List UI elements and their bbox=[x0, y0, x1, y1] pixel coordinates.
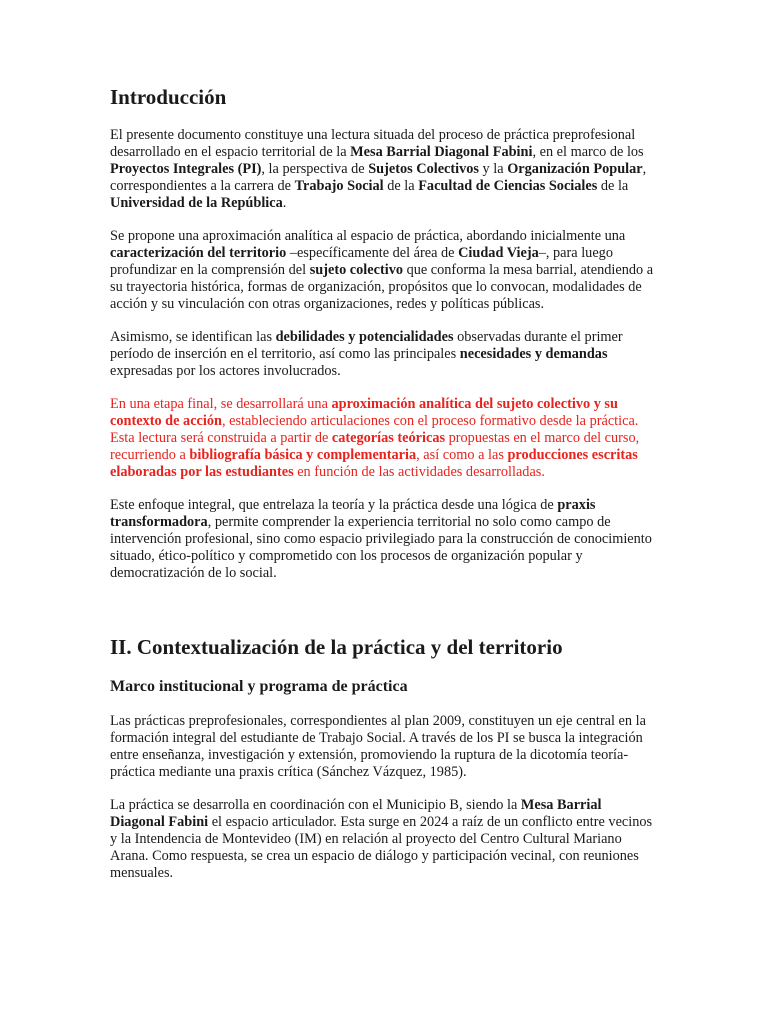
text-run: La práctica se desarrolla en coordinación con el Municipio B, siendo la bbox=[110, 796, 521, 813]
text-run: , permite comprender la experiencia territorial no solo como campo de intervención profesional, sino como espacio privilegiado para la construcción de conocimiento situado, ético-político y comprometido con los procesos de organización popular y democratización de lo social. bbox=[110, 514, 652, 581]
section-2-heading: II. Contextualización de la práctica y del territorio bbox=[110, 634, 563, 659]
text-run: Asimismo, se identifican las bbox=[110, 329, 276, 346]
text-run: Las prácticas preprofesionales, correspondientes al plan 2009, constituyen un eje central en la formación integral del estudiante de Trabajo Social. A través de los PI se busca la integración entre enseñanza, investigación y extensión, promoviendo la ruptura de la dicotomía teoría-práctica mediante una praxis crítica (Sánchez Vázquez, 1985). bbox=[110, 712, 646, 780]
intro-paragraph-3 bbox=[110, 329, 658, 380]
intro-paragraph-2 bbox=[110, 228, 658, 313]
bold-text: Proyectos Integrales (PI) bbox=[110, 160, 262, 177]
text-run: en función de las actividades desarrolladas. bbox=[293, 463, 545, 480]
text-run: –, para luego profundizar en la comprensión del bbox=[110, 244, 613, 278]
text-run: . bbox=[282, 194, 287, 211]
text-run: observadas durante el primer período de inserción en el territorio, así como las principales bbox=[110, 329, 623, 362]
bold-text: Universidad de la República bbox=[110, 194, 283, 211]
text-run: propuestas en el marco del curso, recurriendo a bbox=[110, 430, 640, 463]
text-run: , así como a las bbox=[416, 447, 508, 463]
intro-paragraph-1 bbox=[110, 127, 658, 212]
section-2-paragraph-1 bbox=[110, 713, 658, 781]
text-run: El presente documento constituye una lectura situada del proceso de práctica preprofesional desarrollado en el espacio territorial de la bbox=[110, 127, 636, 160]
text-run: expresadas por los actores involucrados. bbox=[110, 362, 341, 379]
text-run: En una etapa final, se desarrollará una bbox=[110, 396, 332, 413]
bold-text: caracterización del territorio bbox=[110, 244, 287, 261]
bold-text: Mesa Barrial Diagonal Fabini bbox=[110, 796, 602, 830]
bold-text: sujeto colectivo bbox=[309, 261, 403, 278]
text-run: Se propone una aproximación analítica al espacio de práctica, abordando inicialmente una bbox=[110, 228, 626, 245]
bold-text: necesidades y demandas bbox=[459, 345, 608, 362]
intro-paragraph-5 bbox=[110, 497, 658, 582]
bold-text: praxis transformadora bbox=[110, 497, 596, 531]
intro-heading: Introducción bbox=[110, 85, 227, 109]
bold-text: bibliografía básica y complementaria bbox=[189, 447, 417, 463]
bold-text: Mesa Barrial Diagonal Fabini bbox=[350, 143, 533, 160]
document-content bbox=[110, 84, 658, 882]
text-run: el espacio articulador. Esta surge en 2024 a raíz de un conflicto entre vecinos y la Intendencia de Montevideo (IM) en relación al proyecto del Centro Cultural Mariano Arana. Como respuesta, se crea un espacio de diálogo y participación vecinal, con reuniones mensuales. bbox=[110, 813, 653, 881]
section-2-subheading: Marco institucional y programa de práctica bbox=[110, 677, 408, 695]
text-run: , correspondientes a la carrera de bbox=[110, 160, 647, 194]
bold-text: aproximación analítica del sujeto colectivo y su contexto de acción bbox=[110, 396, 618, 430]
bold-text: Facultad de Ciencias Sociales bbox=[418, 177, 598, 194]
text-run: , en el marco de los bbox=[532, 143, 644, 160]
text-run: , estableciendo articulaciones con el proceso formativo desde la práctica. Esta lectura será construida a partir de bbox=[110, 413, 639, 447]
text-run: de la bbox=[597, 177, 629, 194]
bold-text: categorías teóricas bbox=[331, 430, 446, 447]
text-run: de la bbox=[383, 177, 419, 194]
section-2-paragraph-2 bbox=[110, 797, 658, 882]
bold-text: Organización Popular bbox=[507, 160, 643, 177]
intro-paragraph-4 bbox=[110, 396, 658, 481]
text-run: que conforma la mesa barrial, atendiendo a su trayectoria histórica, formas de organización, propósitos que lo convocan, modalidades de acción y su vinculación con otras organizaciones, redes y políticas públicas. bbox=[110, 261, 654, 312]
text-run: , la perspectiva de bbox=[261, 160, 369, 177]
bold-text: Trabajo Social bbox=[294, 177, 384, 194]
text-run: y la bbox=[478, 160, 508, 177]
bold-text: producciones escritas elaboradas por las estudiantes bbox=[110, 447, 638, 480]
text-run: –específicamente del área de bbox=[286, 244, 459, 261]
bold-text: Sujetos Colectivos bbox=[368, 160, 479, 177]
bold-text: debilidades y potencialidades bbox=[275, 329, 454, 346]
bold-text: Ciudad Vieja bbox=[458, 244, 539, 261]
text-run: Este enfoque integral, que entrelaza la teoría y la práctica desde una lógica de bbox=[110, 497, 558, 514]
